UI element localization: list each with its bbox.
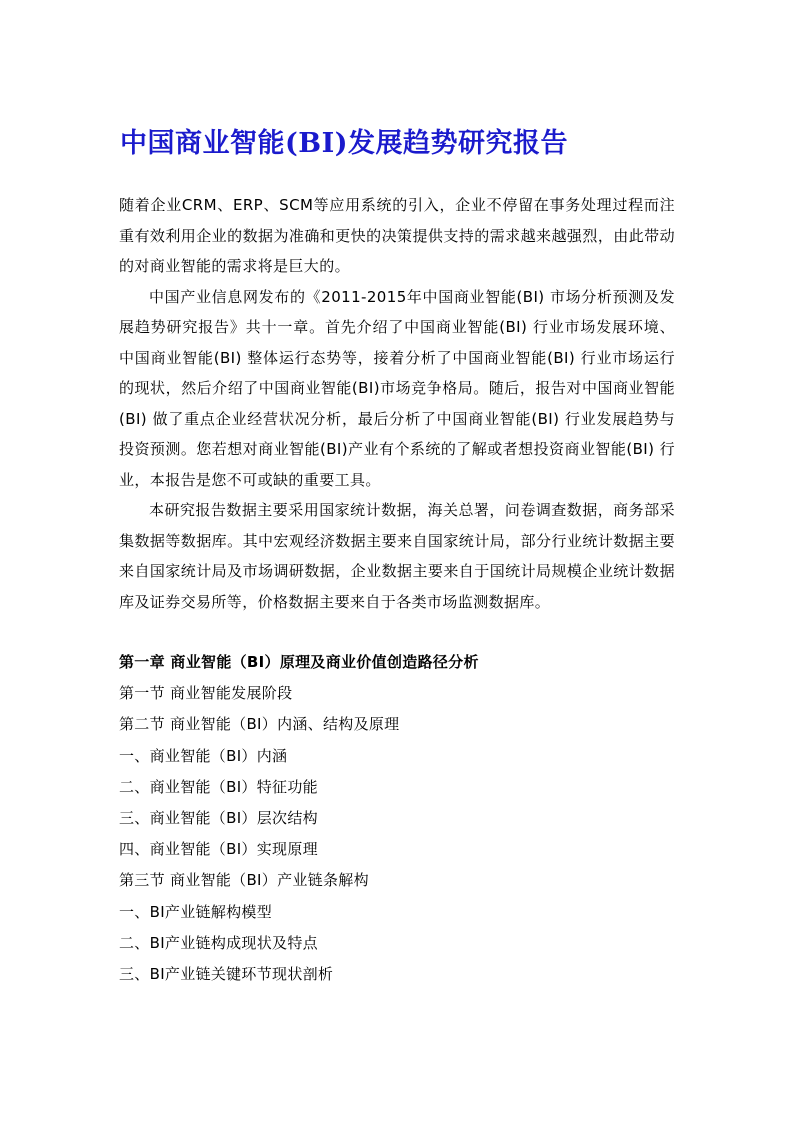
toc-chapter-heading: 第一章 商业智能（BI）原理及商业价值创造路径分析 (119, 653, 479, 671)
toc-item: 三、BI产业链关键环节现状剖析 (119, 965, 334, 984)
toc-item: 四、商业智能（BI）实现原理 (119, 840, 318, 859)
toc-section: 第二节 商业智能（BI）内涵、结构及原理 (119, 715, 400, 734)
table-of-contents (119, 647, 679, 990)
data-source-paragraph: 本研究报告数据主要采用国家统计数据，海关总署，问卷调查数据，商务部采集数据等数据库。其中宏观经济数据主要来自国家统计局，部分行业统计数据主要来自国家统计局及市场调研数据，企业数据主要来自于国统计局规模企业统计数据库及证券交易所等，价格数据主要来自于各类市场监测数据库。 (119, 501, 675, 611)
toc-item: 二、商业智能（BI）特征功能 (119, 777, 318, 796)
document-body (119, 190, 675, 617)
toc-item: 二、BI产业链构成现状及特点 (119, 933, 318, 952)
toc-item: 一、商业智能（BI）内涵 (119, 746, 288, 765)
toc-item: 一、BI产业链解构模型 (119, 902, 273, 921)
document-title: 中国商业智能(BI)发展趋势研究报告 (120, 128, 568, 159)
toc-item: 三、商业智能（BI）层次结构 (119, 809, 318, 828)
intro-paragraph: 随着企业CRM、ERP、SCM等应用系统的引入，企业不停留在事务处理过程而注重有效利用企业的数据为准确和更快的决策提供支持的需求越来越强烈，由此带动的对商业智能的需求将是巨大的。 (119, 196, 675, 275)
toc-section: 第三节 商业智能（BI）产业链条解构 (119, 871, 369, 890)
report-summary-paragraph: 中国产业信息网发布的《2011-2015年中国商业智能(BI) 市场分析预测及发展趋势研究报告》共十一章。首先介绍了中国商业智能(BI) 行业市场发展环境、中国商业智能(BI) 整体运行态势等，接着分析了中国商业智能(BI) 行业市场运行的现状，然后介绍了中国商业智能(BI)市场竞争格局。随后，报告对中国商业智能(BI) 做了重点企业经营状况分析，最后分析了中国商业智能(BI) 行业发展趋势与投资预测。您若想对商业智能(BI)产业有个系统的了解或者想投资商业智能(BI) 行业，本报告是您不可或缺的重要工具。 (119, 287, 675, 489)
toc-section: 第一节 商业智能发展阶段 (119, 684, 293, 703)
